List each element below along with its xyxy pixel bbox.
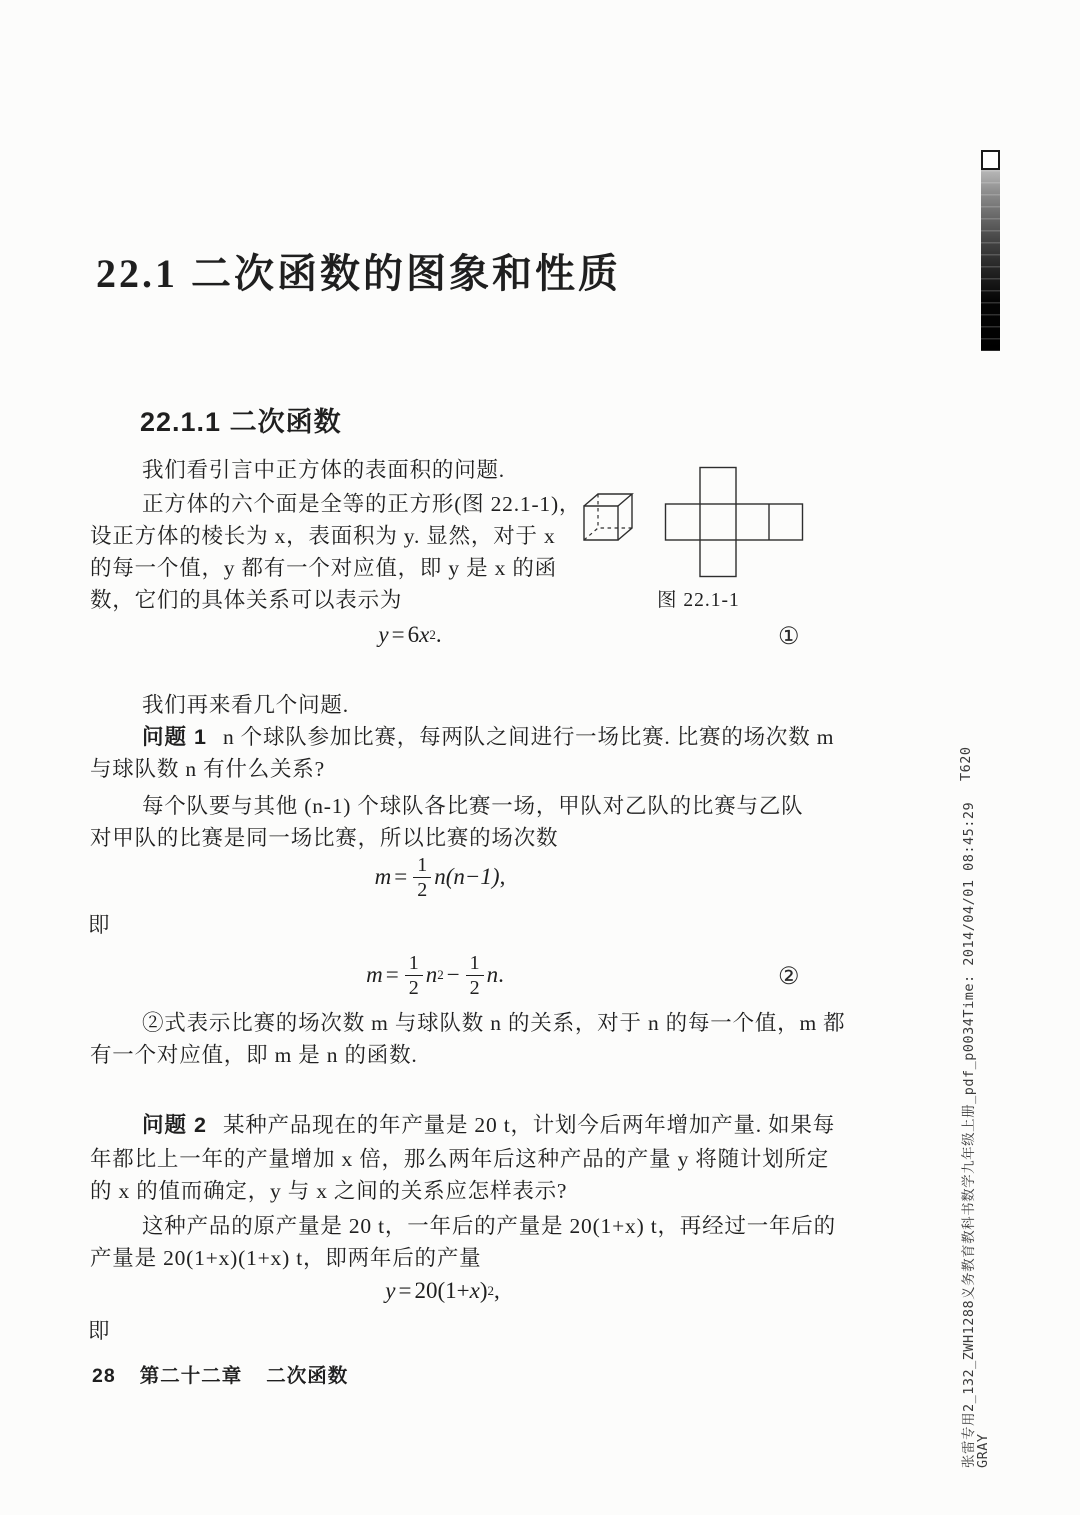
scan-mode-label: GRAY bbox=[975, 1433, 991, 1468]
intro-line: 我们看引言中正方体的表面积的问题. bbox=[142, 458, 505, 482]
problem1-line1: 问题 1 n 个球队参加比赛，每两队之间进行一场比赛. 比赛的场次数 m bbox=[142, 725, 835, 749]
body-line: 这种产品的原产量是 20 t，一年后的产量是 20(1+x) t，再经过一年后的 bbox=[142, 1214, 836, 1238]
equation-number-2: ② bbox=[778, 964, 800, 990]
calibration-white-patch bbox=[981, 150, 1000, 170]
print-calibration-strip bbox=[981, 150, 1000, 353]
chapter-title: 二次函数 bbox=[266, 1365, 349, 1387]
body-line: ②式表示比赛的场次数 m 与球队数 n 的关系，对于 n 的每一个值，m 都 bbox=[142, 1011, 846, 1035]
body-line: 正方体的六个面是全等的正方形(图 22.1-1)， bbox=[142, 492, 582, 516]
interlude: 即 bbox=[88, 1319, 111, 1343]
body-line: 设正方体的棱长为 x，表面积为 y. 显然，对于 x bbox=[90, 524, 556, 548]
formula-var: y bbox=[378, 622, 389, 647]
formula-1: y = 6 x 2 . bbox=[378, 622, 442, 647]
body-line: 我们再来看几个问题. bbox=[142, 693, 349, 717]
problem2-line1: 问题 2 某种产品现在的年产量是 20 t，计划今后两年增加产量. 如果每 bbox=[142, 1113, 836, 1137]
fraction: $\frac{1}{2}$ bbox=[405, 952, 423, 999]
body-line: 产量是 20(1+x)(1+x) t，即两年后的产量 bbox=[90, 1246, 482, 1270]
body-line: 有一个对应值，即 m 是 n 的函数. bbox=[90, 1043, 418, 1067]
fraction: $\frac{1}{2}$ bbox=[466, 952, 484, 999]
body-line: 每个队要与其他 (n-1) 个球队各比赛一场，甲队对乙队的比赛与乙队 bbox=[142, 794, 804, 818]
figure-caption: 图 22.1-1 bbox=[657, 590, 740, 611]
interlude: 即 bbox=[88, 913, 111, 937]
problem1-line2: 与球队数 n 有什么关系? bbox=[90, 757, 325, 781]
calibration-gradient bbox=[981, 170, 1000, 351]
problem1-label: 问题 1 bbox=[142, 725, 207, 749]
scan-code: T620 bbox=[958, 746, 974, 781]
subsection-heading: 22.1.1 二次函数 bbox=[140, 407, 342, 437]
formula-2: m = $\frac{1}{2}$ n(n−1) , bbox=[374, 853, 506, 901]
cube-drawing bbox=[576, 484, 638, 548]
fraction: $\frac{1}{2}$ bbox=[413, 854, 431, 901]
page-footer bbox=[92, 1360, 348, 1388]
scan-watermark: 张雷专用2_132_ZWH1288义务教育教科书数学九年级上册_pdf_p0034Time: 2014/04/01 08:45:29 bbox=[961, 801, 977, 1468]
problem2-line2: 年都比上一年的产量增加 x 倍，那么两年后这种产品的产量 y 将随计划所定 bbox=[90, 1147, 830, 1171]
page-number: 28 bbox=[92, 1365, 116, 1387]
body-line: 对甲队的比赛是同一场比赛，所以比赛的场次数 bbox=[90, 826, 559, 850]
section-title: 22.1 二次函数的图象和性质 bbox=[96, 251, 621, 296]
chapter-label: 第二十二章 bbox=[139, 1365, 243, 1387]
formula-4: y = 20(1+ x ) 2 , bbox=[385, 1278, 500, 1303]
cube-net-drawing bbox=[664, 466, 804, 578]
formula-3: m = $\frac{1}{2}$ n 2 − $\frac{1}{2}$ n . bbox=[366, 951, 504, 999]
problem2-line3: 的 x 的值而确定，y 与 x 之间的关系应怎样表示? bbox=[90, 1179, 568, 1203]
body-line: 数，它们的具体关系可以表示为 bbox=[90, 588, 403, 612]
equation-number-1: ① bbox=[778, 624, 800, 650]
body-line: 的每一个值，y 都有一个对应值，即 y 是 x 的函 bbox=[90, 556, 557, 580]
problem2-label: 问题 2 bbox=[142, 1113, 207, 1137]
